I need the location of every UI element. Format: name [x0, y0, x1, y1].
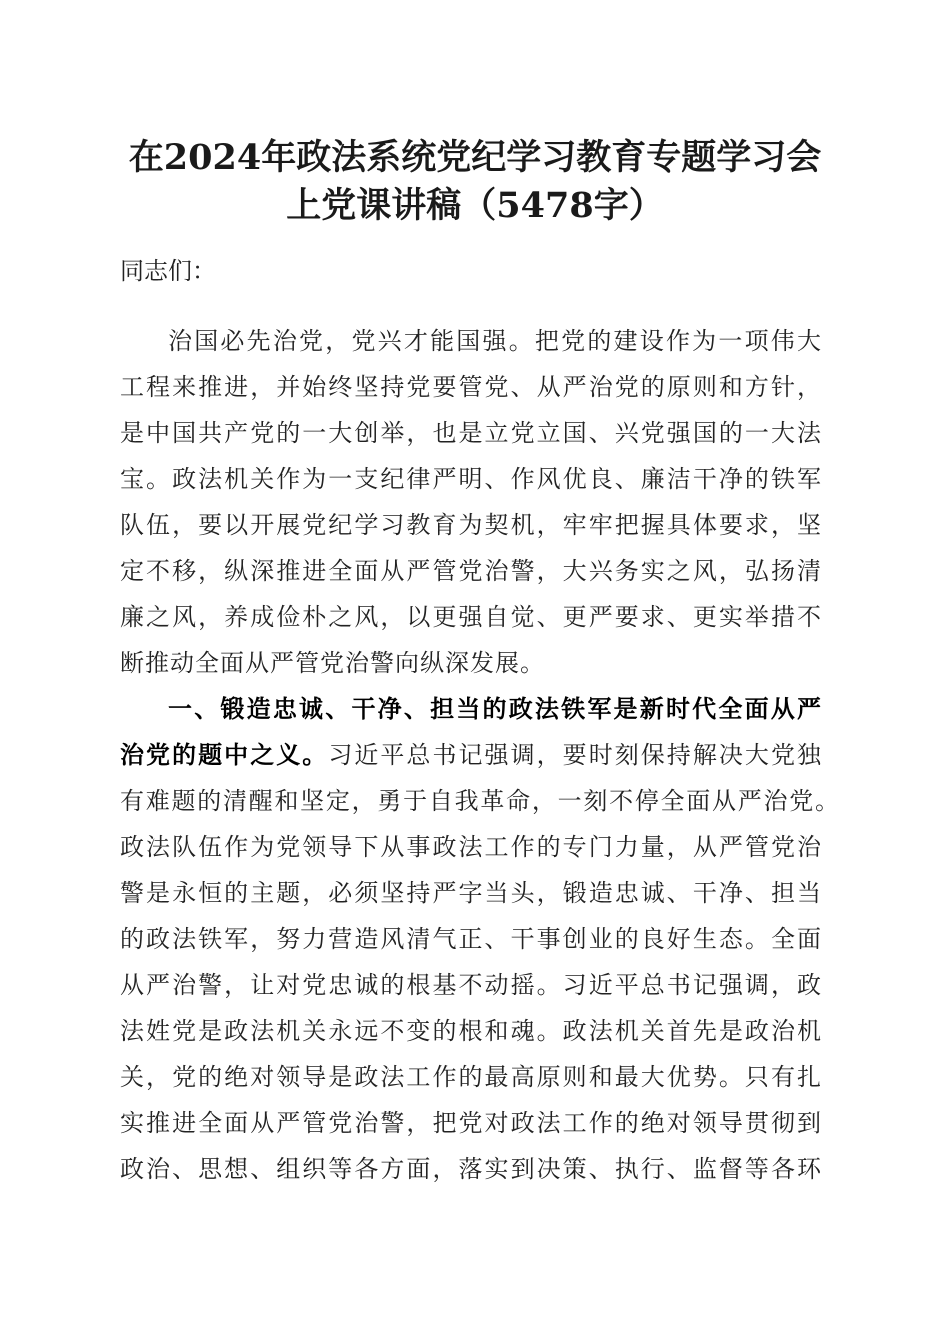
- section-1-line-4: 政法队伍作为党领导下从事政法工作的专门力量，从严管党治: [120, 833, 822, 861]
- paragraph-1-line-4: 宝。政法机关作为一支纪律严明、作风优良、廉洁干净的铁军: [120, 465, 822, 493]
- section-1-line-3: 有难题的清醒和坚定，勇于自我革命，一刻不停全面从严治党。: [120, 787, 840, 815]
- paragraph-1-line-2: 工程来推进，并始终坚持党要管党、从严治党的原则和方针，: [120, 373, 822, 401]
- paragraph-1-line-5: 队伍，要以开展党纪学习教育为契机，牢牢把握具体要求，坚: [120, 511, 822, 539]
- section-1-line-6: 的政法铁军，努力营造风清气正、干事创业的良好生态。全面: [120, 925, 822, 953]
- document-title-line-2: 上党课讲稿（5478字）: [286, 185, 664, 226]
- paragraph-1-line-7: 廉之风，养成俭朴之风，以更强自觉、更严要求、更实举措不: [120, 603, 822, 631]
- section-1-line-8: 法姓党是政法机关永远不变的根和魂。政法机关首先是政治机: [120, 1017, 822, 1045]
- section-1-line-10: 实推进全面从严管党治警，把党对政法工作的绝对领导贯彻到: [120, 1109, 822, 1137]
- section-1-heading-line-2: 治党的题中之义。: [120, 741, 329, 769]
- section-1-line-11: 政治、思想、组织等各方面，落实到决策、执行、监督等各环: [120, 1155, 822, 1183]
- section-1-heading-line-1: 一、锻造忠诚、干净、担当的政法铁军是新时代全面从严: [168, 695, 822, 723]
- paragraph-1-line-6: 定不移，纵深推进全面从严管党治警，大兴务实之风，弘扬清: [120, 557, 822, 585]
- paragraph-1-line-1: 治国必先治党，党兴才能国强。把党的建设作为一项伟大: [168, 327, 822, 355]
- section-1-line-2: [120, 740, 822, 770]
- paragraph-1-line-8: 断推动全面从严管党治警向纵深发展。: [120, 649, 545, 677]
- greeting: 同志们：: [120, 257, 216, 285]
- section-1-line-2-text: 习近平总书记强调，要时刻保持解决大党独: [328, 741, 823, 769]
- paragraph-1-line-3: 是中国共产党的一大创举，也是立党立国、兴党强国的一大法: [120, 419, 822, 447]
- section-1-line-9: 关，党的绝对领导是政法工作的最高原则和最大优势。只有扎: [120, 1063, 822, 1091]
- section-1-line-5: 警是永恒的主题，必须坚持严字当头，锻造忠诚、干净、担当: [120, 879, 822, 907]
- section-1-line-7: 从严治警，让对党忠诚的根基不动摇。习近平总书记强调，政: [120, 971, 822, 999]
- document-title-line-1: 在2024年政法系统党纪学习教育专题学习会: [128, 137, 822, 178]
